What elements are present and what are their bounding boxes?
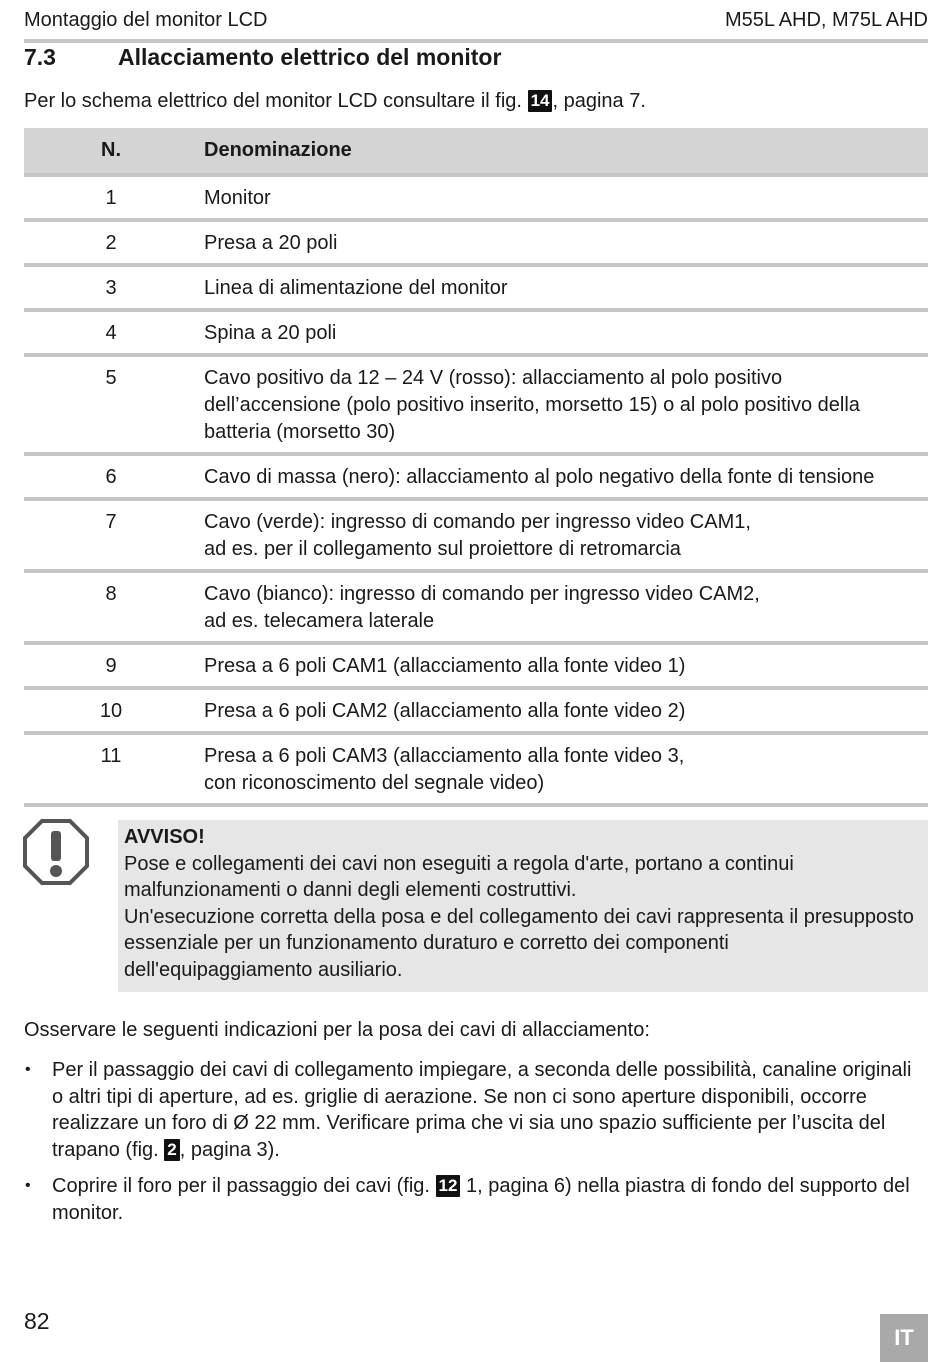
row-number: 2	[24, 220, 198, 265]
intro-paragraph	[24, 90, 646, 113]
column-header-designation: Denominazione	[198, 128, 928, 175]
list-item-text-after: 1, pagina 6) nella piastra di fondo del supporto del monitor.	[52, 1175, 910, 1224]
row-description: Presa a 6 poli CAM1 (allacciamento alla fonte video 1)	[198, 643, 928, 688]
row-description	[198, 499, 928, 571]
section-heading	[24, 44, 501, 71]
connection-table	[24, 128, 928, 807]
row-number: 10	[24, 688, 198, 733]
row-description-line: Cavo (verde): ingresso di comando per ingresso video CAM1,	[204, 511, 751, 533]
table-header-row	[24, 128, 928, 175]
intro-text: Per lo schema elettrico del monitor LCD consultare il fig.	[24, 90, 522, 112]
bullet-icon: •	[25, 1061, 31, 1078]
row-description	[198, 733, 928, 805]
row-description: Presa a 6 poli CAM2 (allacciamento alla fonte video 2)	[198, 688, 928, 733]
notice-title: AVVISO!	[124, 826, 205, 848]
row-number: 7	[24, 499, 198, 571]
table-row	[24, 175, 928, 220]
section-title: Allacciamento elettrico del monitor	[118, 44, 502, 70]
notice-paragraph: Un'esecuzione corretta della posa e del collegamento dei cavi rappresenta il presupposto essenziale per un funzionamento duraturo e corretto dei componenti dell'equipaggiamento ausiliario.	[124, 905, 914, 981]
table-row	[24, 571, 928, 643]
header-model: M55L AHD, M75L AHD	[724, 9, 928, 31]
row-description: Monitor	[198, 175, 928, 220]
row-number: 11	[24, 733, 198, 805]
notice-box	[118, 820, 928, 992]
list-item-text: Coprire il foro per il passaggio dei cavi (fig.	[52, 1175, 430, 1197]
row-description-line: ad es. telecamera laterale	[204, 610, 435, 632]
row-number: 1	[24, 175, 198, 220]
row-number: 9	[24, 643, 198, 688]
row-number: 3	[24, 265, 198, 310]
figure-ref-badge: 14	[528, 90, 553, 112]
header-chapter: Montaggio del monitor LCD	[24, 9, 268, 31]
table-row	[24, 643, 928, 688]
row-description-line: Presa a 6 poli CAM3 (allacciamento alla fonte video 3,	[204, 745, 685, 767]
bullet-icon: •	[25, 1177, 31, 1194]
table-row	[24, 454, 928, 499]
row-number: 5	[24, 355, 198, 454]
instructions-list	[24, 1057, 928, 1236]
language-tab: IT	[880, 1314, 928, 1362]
row-description: Presa a 20 poli	[198, 220, 928, 265]
row-number: 8	[24, 571, 198, 643]
figure-ref-badge: 2	[164, 1139, 179, 1161]
list-item	[24, 1057, 928, 1163]
figure-ref-badge: 12	[436, 1175, 461, 1197]
list-item-text-after: , pagina 3).	[179, 1138, 280, 1161]
column-header-number: N.	[24, 128, 198, 175]
row-description-line: ad es. per il collegamento sul proiettore di retromarcia	[204, 538, 681, 560]
table-row	[24, 220, 928, 265]
table-row	[24, 355, 928, 454]
row-description-line: con riconoscimento del segnale video)	[204, 772, 545, 794]
instructions-lead: Osservare le seguenti indicazioni per la posa dei cavi di allacciamento:	[24, 1019, 650, 1041]
intro-text-after: , pagina 7.	[552, 90, 646, 112]
table-row	[24, 733, 928, 805]
list-item-text: Per il passaggio dei cavi di collegamento impiegare, a seconda delle possibilità, canaline originali o altri tipi di aperture, ad es. griglie di aerazione. Se non ci sono aperture disponibili, occorre realizzare un foro di Ø 22 mm. Verificare prima che vi sia uno spazio sufficiente per l’uscita del trapano (fig.	[52, 1059, 912, 1161]
exclamation-octagon-icon	[22, 818, 90, 886]
notice-paragraph: Pose e collegamenti dei cavi non eseguiti a regola d'arte, portano a continui malfunzionamenti o danni degli elementi costruttivi.	[124, 852, 794, 901]
row-description: Linea di alimentazione del monitor	[198, 265, 928, 310]
table-row	[24, 688, 928, 733]
page-header	[24, 7, 928, 43]
table-row	[24, 310, 928, 355]
list-item	[24, 1173, 928, 1226]
table-row	[24, 499, 928, 571]
table-row	[24, 265, 928, 310]
row-description: Cavo positivo da 12 – 24 V (rosso): allacciamento al polo positivo dell’accensione (polo positivo inserito, morsetto 15) o al polo positivo della batteria (morsetto 30)	[198, 355, 928, 454]
row-number: 6	[24, 454, 198, 499]
row-description	[198, 571, 928, 643]
row-description: Cavo di massa (nero): allacciamento al polo negativo della fonte di tensione	[198, 454, 928, 499]
row-description: Spina a 20 poli	[198, 310, 928, 355]
row-number: 4	[24, 310, 198, 355]
row-description-line: Cavo (bianco): ingresso di comando per ingresso video CAM2,	[204, 583, 760, 605]
section-number: 7.3	[24, 44, 56, 70]
page-number: 82	[24, 1308, 50, 1334]
